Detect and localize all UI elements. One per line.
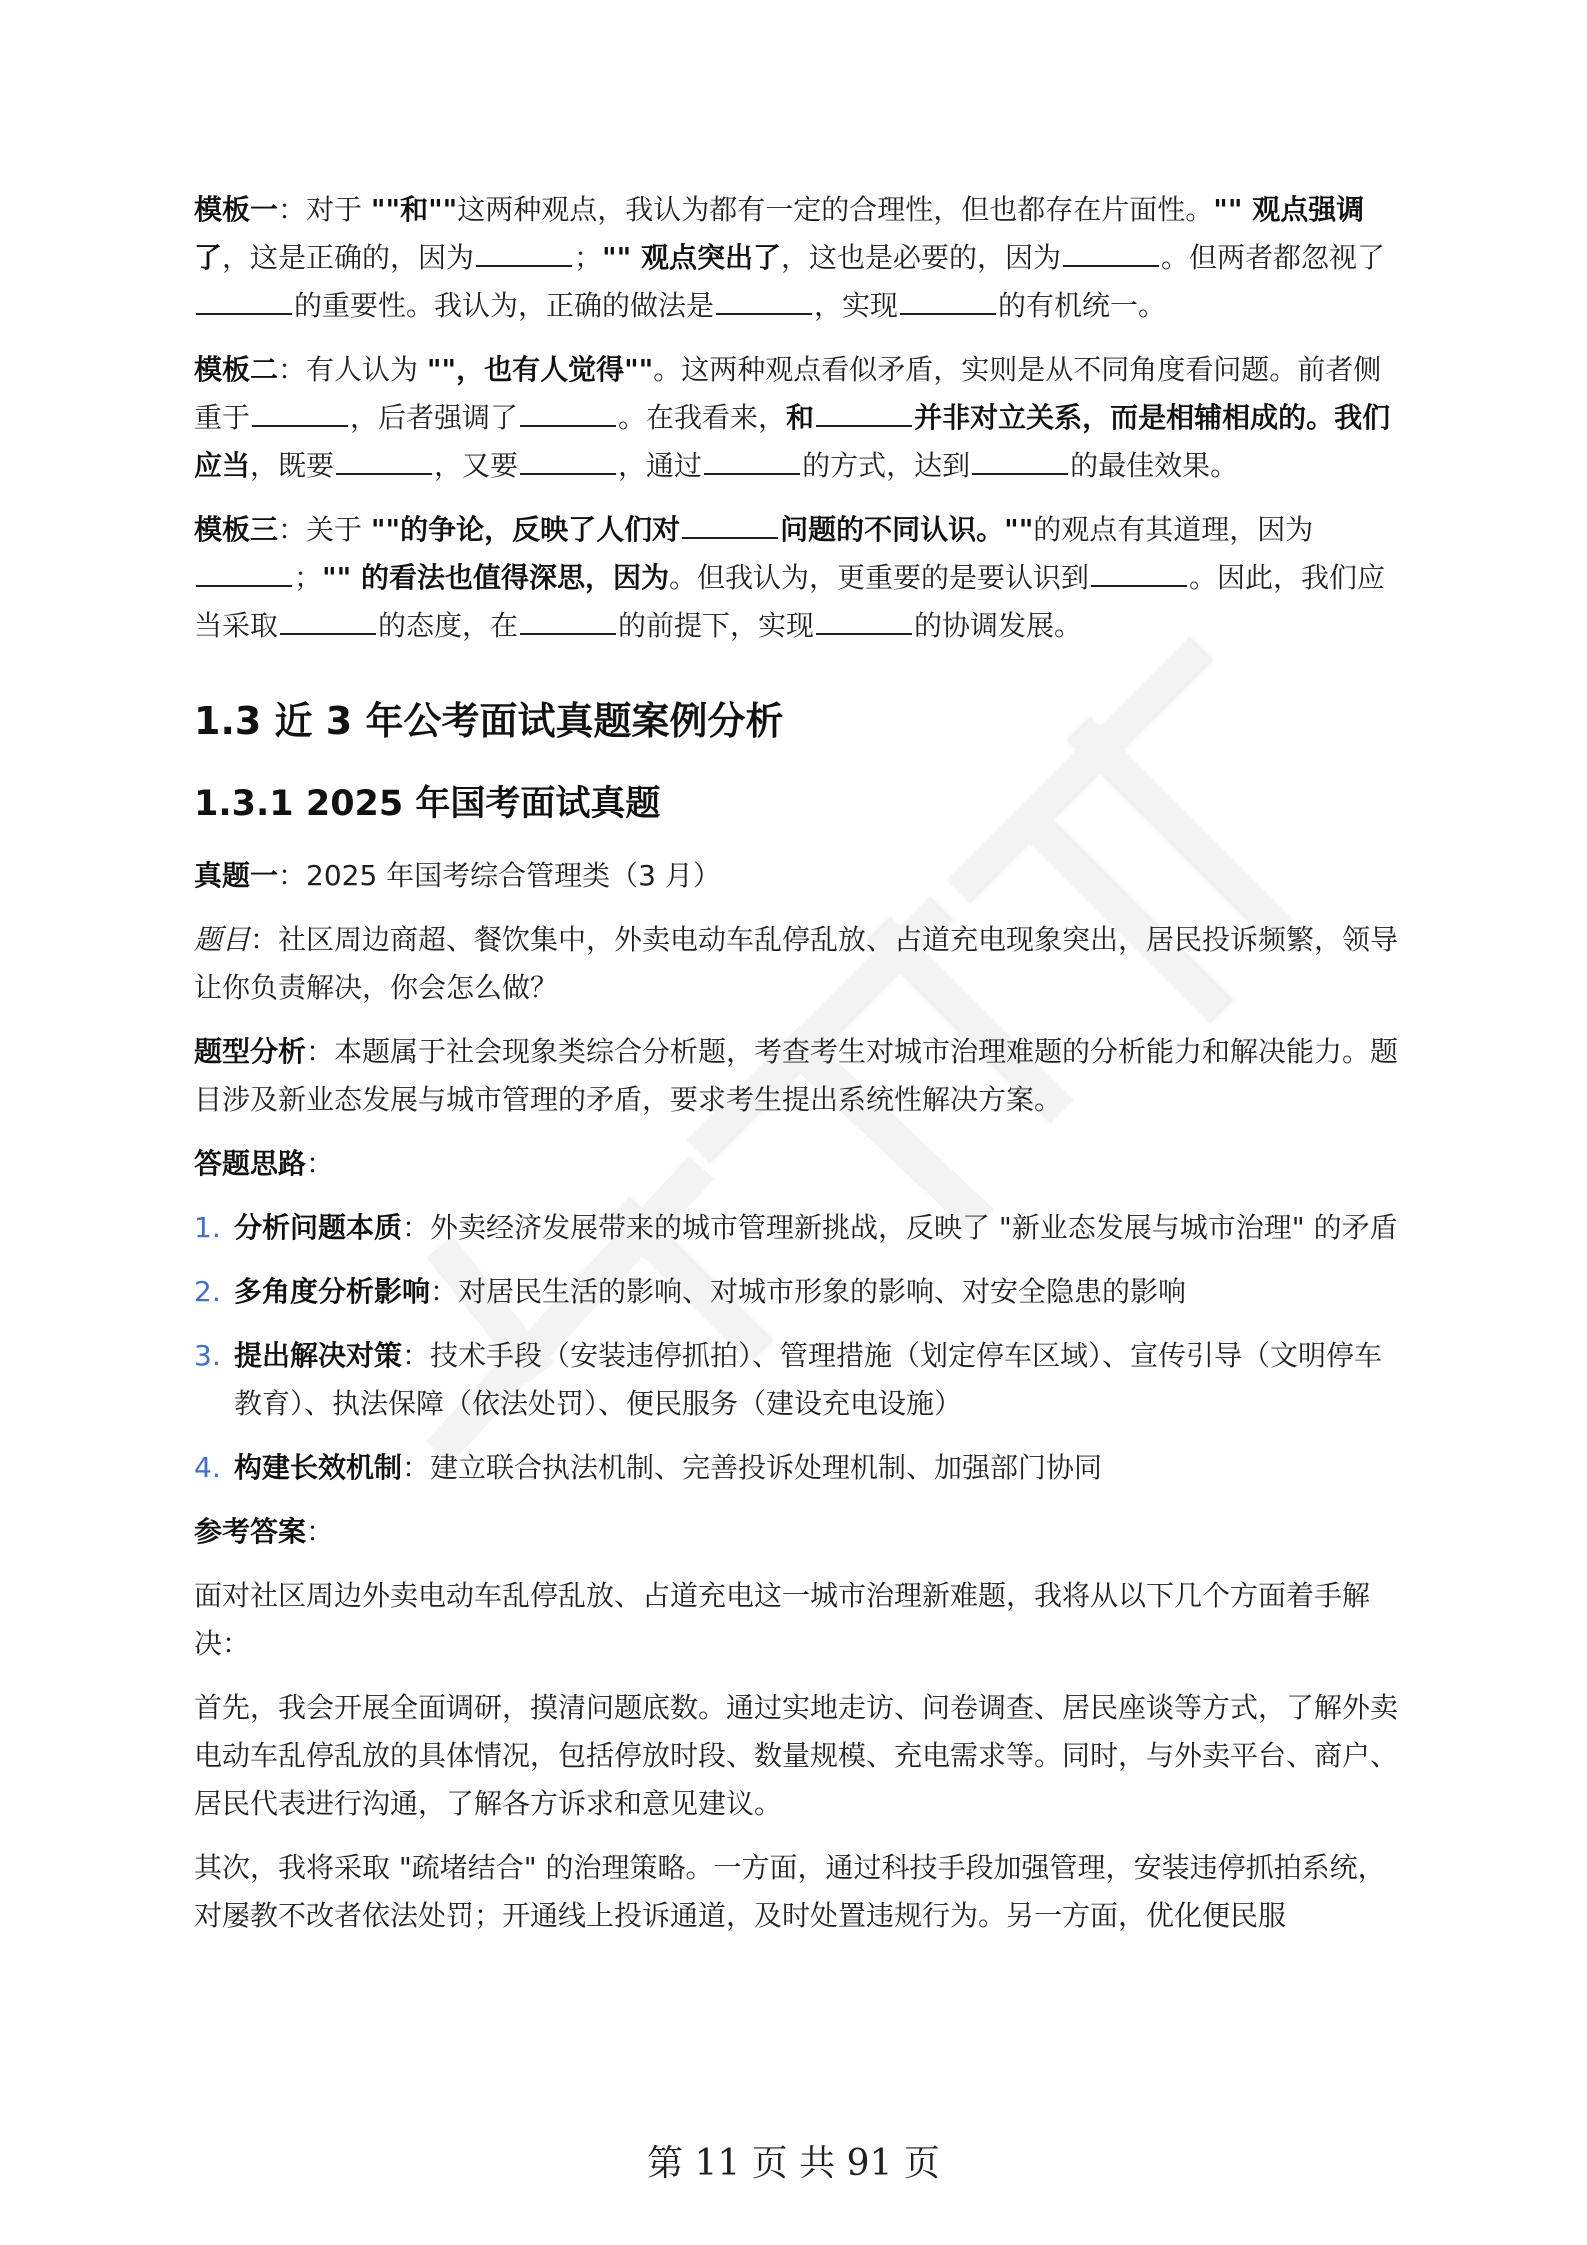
- fill-blank: [1091, 555, 1187, 587]
- answer-paragraph: 首先，我会开展全面调研，摸清问题底数。通过实地走访、问卷调查、居民座谈等方式，了解外卖电动车乱停乱放的具体情况，包括停放时段、数量规模、充电需求等。同时，与外卖平台、商户、居民代表进行沟通，了解各方诉求和意见建议。: [194, 1691, 1399, 1820]
- fill-blank: [972, 443, 1068, 475]
- template-1: 模板一：对于 ""和""这两种观点，我认为都有一定的合理性，但也都存在片面性。"" 观点强调了，这是正确的，因为 ；"" 观点突出了，这也是必要的，因为 。但两者都忽视了的重要性。我认为，正确的做法是 ，实现 的有机统一。: [194, 193, 1386, 322]
- document-body: [194, 186, 1409, 1956]
- fill-blank: [520, 603, 616, 635]
- answer-heading: 参考答案：: [194, 1515, 335, 1548]
- fill-blank: [682, 507, 778, 539]
- subsection-title: 1.3.1 2025 年国考面试真题: [194, 784, 661, 824]
- fill-blank: [336, 443, 432, 475]
- fill-blank: [816, 395, 912, 427]
- fill-blank: [196, 283, 292, 315]
- fill-blank: [900, 283, 996, 315]
- list-item: 2. 多角度分析影响：对居民生活的影响、对城市形象的影响、对安全隐患的影响: [194, 1275, 1187, 1308]
- question-analysis: 题型分析：本题属于社会现象类综合分析题，考查考生对城市治理难题的分析能力和解决能力。题目涉及新业态发展与城市管理的矛盾，要求考生提出系统性解决方案。: [194, 1035, 1399, 1116]
- fill-blank: [816, 603, 912, 635]
- page-footer: 第 11 页 共 91 页: [647, 2143, 940, 2184]
- fill-blank: [520, 443, 616, 475]
- approach-heading: 答题思路：: [194, 1147, 335, 1180]
- template-2: 模板二：有人认为 ""，也有人觉得""。这两种观点看似矛盾，实则是从不同角度看问题。前者侧重于 ，后者强调了 。在我看来，和 并非对立关系，而是相辅相成的。我们应当，既要 ，又要 ，通过 的方式，达到 的最佳效果。: [194, 353, 1391, 482]
- fill-blank: [520, 395, 616, 427]
- answer-paragraph: 面对社区周边外卖电动车乱停乱放、占道充电这一城市治理新难题，我将从以下几个方面着手解决：: [194, 1579, 1371, 1660]
- answer-paragraph: 其次，我将采取 "疏堵结合" 的治理策略。一方面，通过科技手段加强管理，安装违停抓拍系统，对屡教不改者依法处罚；开通线上投诉通道，及时处置违规行为。另一方面，优化便民服: [194, 1851, 1386, 1932]
- list-item: 4. 构建长效机制：建立联合执法机制、完善投诉处理机制、加强部门协同: [194, 1451, 1103, 1484]
- fill-blank: [280, 603, 376, 635]
- template-3: 模板三：关于 ""的争论，反映了人们对 问题的不同认识。""的观点有其道理，因为；"" 的看法也值得深思，因为。但我认为，更重要的是要认识到 。因此，我们应当采取 的态度，在 的前提下，实现 的协调发展。: [194, 506, 1409, 650]
- fill-blank: [704, 443, 800, 475]
- fill-blank: [1063, 235, 1159, 267]
- section-title: 1.3 近 3 年公考面试真题案例分析: [194, 699, 784, 743]
- list-item: 1. 分析问题本质：外卖经济发展带来的城市管理新挑战，反映了 "新业态发展与城市治理" 的矛盾: [194, 1211, 1398, 1244]
- question-topic: 题目：社区周边商超、餐饮集中，外卖电动车乱停乱放、占道充电现象突出，居民投诉频繁，领导让你负责解决，你会怎么做？: [194, 923, 1399, 1004]
- fill-blank: [252, 395, 348, 427]
- fill-blank: [716, 283, 812, 315]
- fill-blank: [196, 555, 292, 587]
- template-1-label: 模板一: [194, 193, 279, 226]
- approach-steps: [194, 1204, 1409, 1492]
- fill-blank: [476, 235, 572, 267]
- question-heading: 真题一：2025 年国考综合管理类（3 月）: [194, 859, 721, 892]
- template-2-label: 模板二: [194, 353, 279, 386]
- list-item: 3. 提出解决对策：技术手段（安装违停抓拍）、管理措施（划定停车区域）、宣传引导（文明停车教育）、执法保障（依法处罚）、便民服务（建设充电设施）: [194, 1339, 1383, 1420]
- template-3-label: 模板三: [194, 513, 279, 546]
